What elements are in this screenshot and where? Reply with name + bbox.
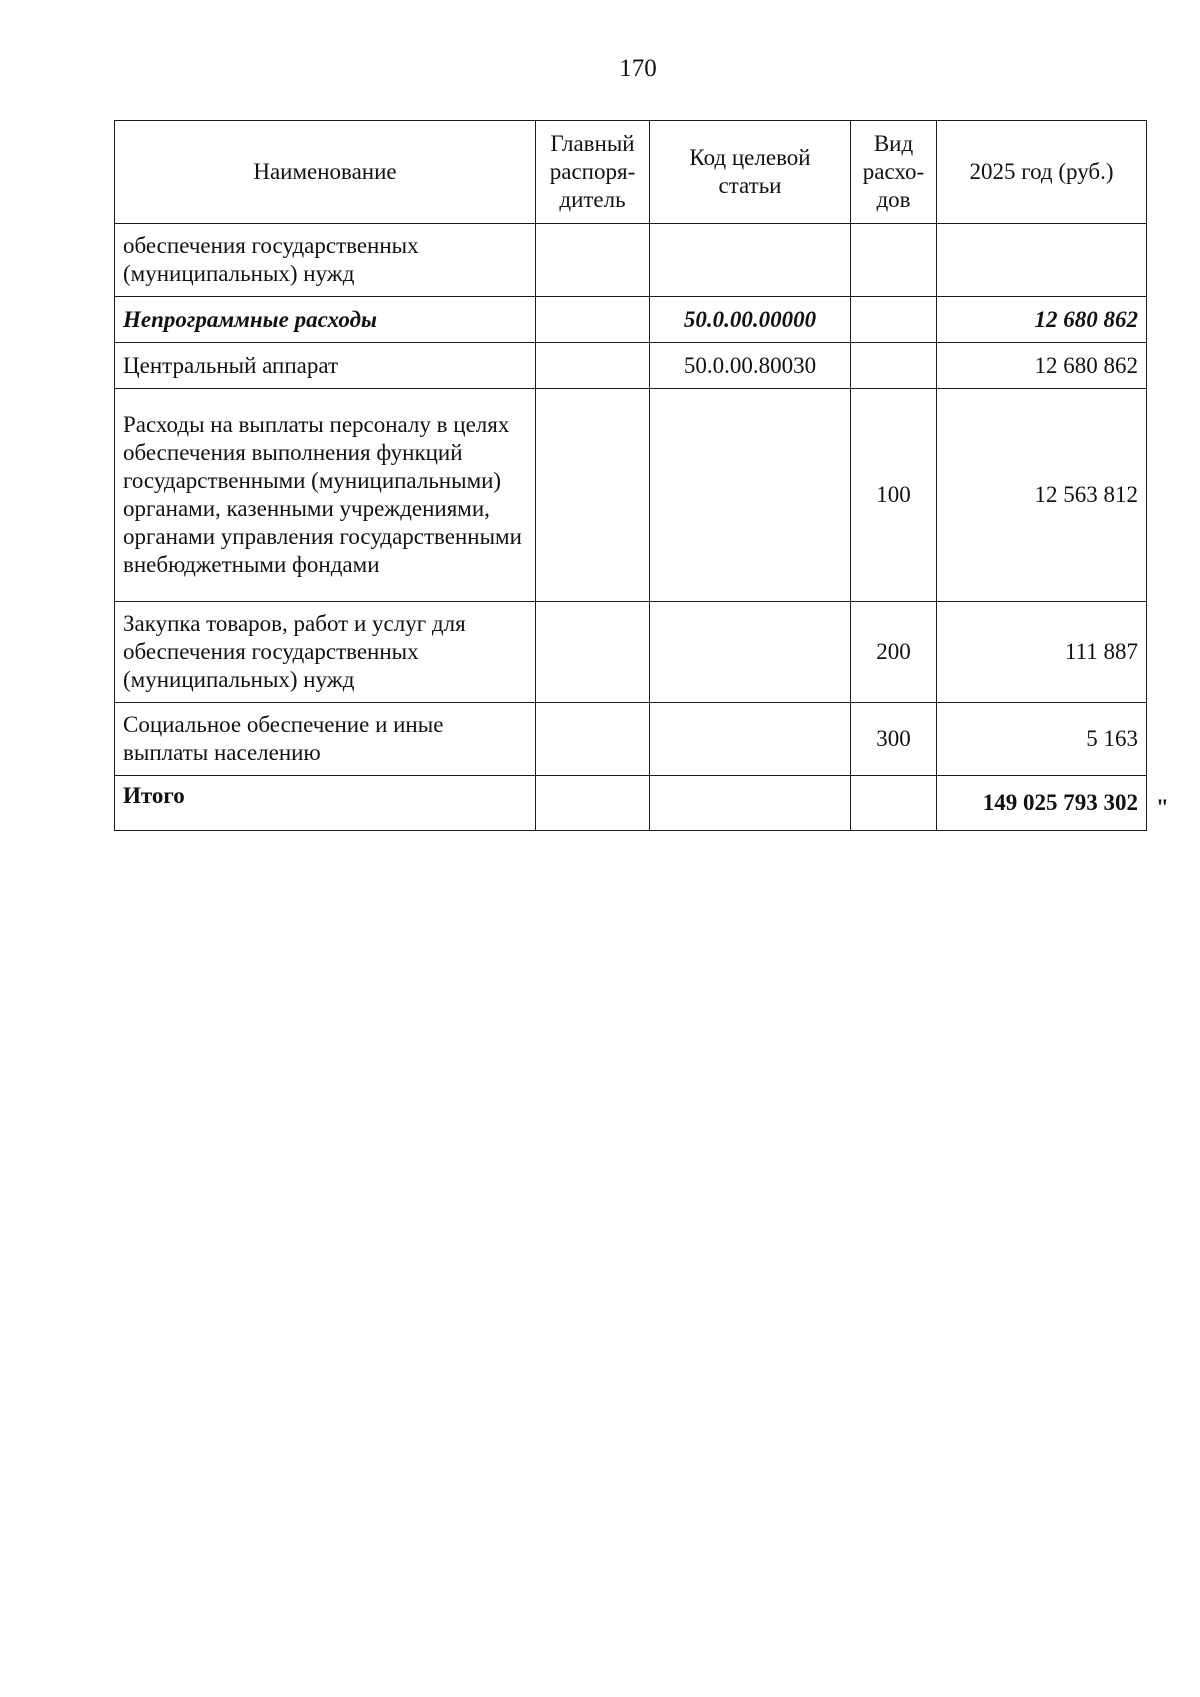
cell-type — [851, 297, 937, 343]
cell-sum: 111 887 — [937, 602, 1147, 703]
table-header-row — [115, 121, 1147, 224]
cell-name: Центральный аппарат — [115, 343, 536, 389]
cell-admin — [536, 224, 650, 297]
cell-code — [650, 776, 851, 831]
table-row — [115, 297, 1147, 343]
cell-type: 200 — [851, 602, 937, 703]
cell-sum — [937, 224, 1147, 297]
cell-admin — [536, 389, 650, 602]
cell-name: Итого — [115, 776, 536, 831]
cell-code — [650, 602, 851, 703]
header-sum: 2025 год (руб.) — [937, 121, 1147, 224]
cell-code — [650, 703, 851, 776]
cell-admin — [536, 776, 650, 831]
cell-admin — [536, 703, 650, 776]
table-row — [115, 224, 1147, 297]
cell-type — [851, 776, 937, 831]
cell-admin — [536, 297, 650, 343]
cell-admin — [536, 343, 650, 389]
cell-name: Социальное обеспечение и иные выплаты населению — [115, 703, 536, 776]
table-row — [115, 703, 1147, 776]
table-row — [115, 343, 1147, 389]
table-row — [115, 602, 1147, 703]
cell-type: 100 — [851, 389, 937, 602]
budget-table — [114, 120, 1147, 831]
cell-name: Непрограммные расходы — [115, 297, 536, 343]
cell-code — [650, 389, 851, 602]
cell-type: 300 — [851, 703, 937, 776]
table-row-total — [115, 776, 1147, 831]
cell-sum: 5 163 — [937, 703, 1147, 776]
cell-sum: 12 680 862 — [937, 297, 1147, 343]
cell-type — [851, 343, 937, 389]
cell-name: Расходы на выплаты персоналу в целях обеспечения выполнения функций государственными (муниципальными) органами, казенными учреждениями, органами управления государственными внебюджетными фондами — [115, 389, 536, 602]
cell-sum: 149 025 793 302 — [937, 776, 1147, 831]
cell-code: 50.0.00.00000 — [650, 297, 851, 343]
cell-type — [851, 224, 937, 297]
header-admin: Главный распоря-дитель — [536, 121, 650, 224]
cell-admin — [536, 602, 650, 703]
cell-code: 50.0.00.80030 — [650, 343, 851, 389]
cell-name: Закупка товаров, работ и услуг для обеспечения государственных (муниципальных) нужд — [115, 602, 536, 703]
header-name: Наименование — [115, 121, 536, 224]
header-type: Вид расхо-дов — [851, 121, 937, 224]
cell-name: обеспечения государственных (муниципальных) нужд — [115, 224, 536, 297]
closing-quote: " — [1156, 795, 1169, 820]
header-code: Код целевой статьи — [650, 121, 851, 224]
page-number: 170 — [619, 55, 657, 82]
cell-sum: 12 680 862 — [937, 343, 1147, 389]
table-row — [115, 389, 1147, 602]
cell-sum: 12 563 812 — [937, 389, 1147, 602]
cell-code — [650, 224, 851, 297]
